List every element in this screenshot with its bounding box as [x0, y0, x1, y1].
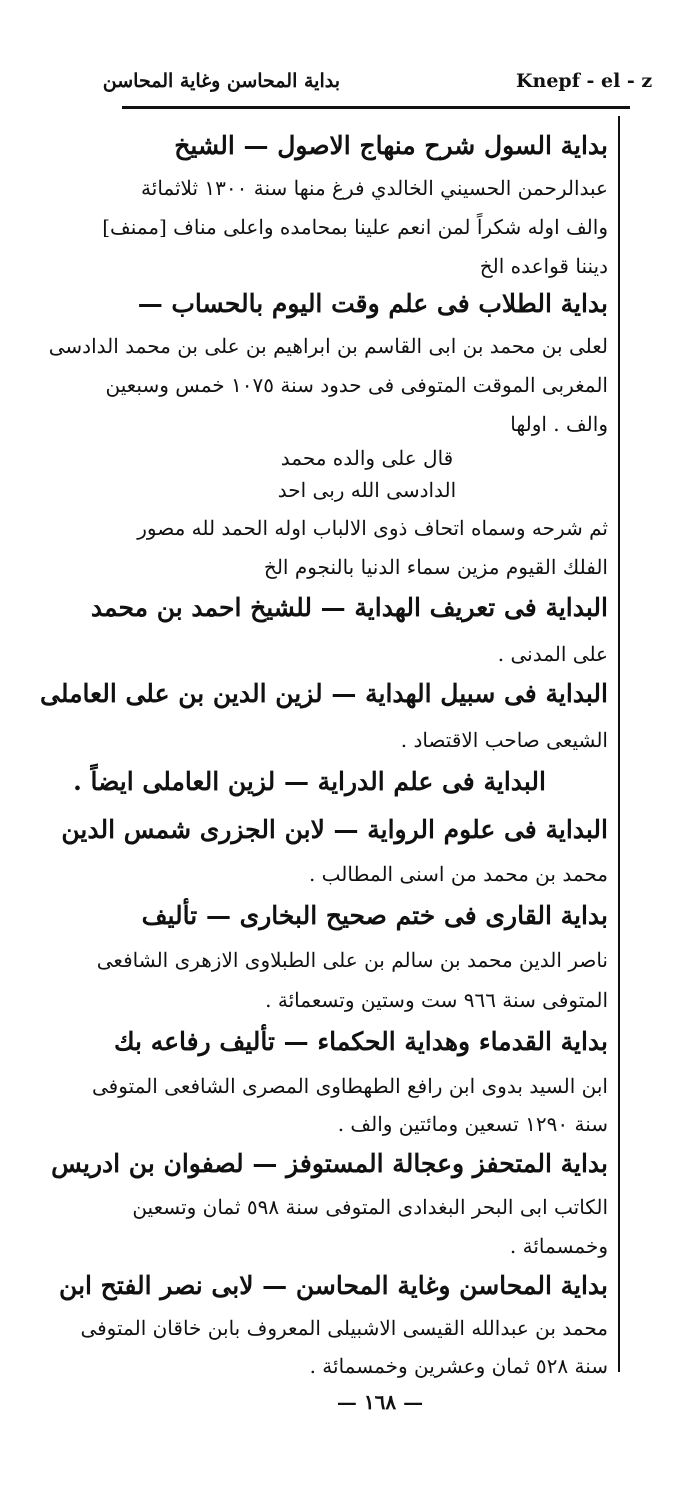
body-line: وخمسمائة . — [509, 1234, 608, 1258]
body-line: على المدنى . — [497, 642, 608, 666]
body-line: الكاتب ابى البحر البغدادى المتوفى سنة ٥٩٨ ثمان وتسعين — [132, 1195, 608, 1219]
entry-title-line: البداية فى سبيل الهداية — لزين الدين بن على العاملى — [40, 679, 608, 708]
body-line: ناصر الدين محمد بن سالم بن على الطبلاوى الازهرى الشافعى — [96, 948, 608, 972]
catalog-code: Knepf - el - z — [516, 70, 653, 92]
header-rule — [122, 106, 630, 109]
verse-line: الدادسى الله ربى احد — [277, 478, 457, 502]
body-line: المتوفى سنة ٩٦٦ ست وستين وتسعمائة . — [265, 988, 608, 1012]
body-line: ثم شرحه وسماه اتحاف ذوى الالباب اوله الحمد لله مصور — [137, 516, 608, 540]
body-line: والف . اولها — [510, 412, 608, 436]
entry-title-line: البداية فى علم الدراية — لزين العاملى ايضاً . — [73, 767, 546, 796]
margin-rule — [618, 116, 620, 1372]
body-line: والف اوله شكراً لمن انعم علينا بمحامده واعلى مناف [ممنف] — [102, 215, 608, 239]
body-line: المغربى الموقت المتوفى فى حدود سنة ١٠٧٥ خمس وسبعين — [105, 373, 608, 397]
entry-title-line: بداية المتحفز وعجالة المستوفز — لصفوان بن ادريس — [51, 1149, 608, 1178]
entry-title-line: البداية فى علوم الرواية — لابن الجزرى شمس الدين — [61, 815, 608, 844]
entry-title-line: البداية فى تعريف الهداية — للشيخ احمد بن محمد — [90, 593, 608, 622]
body-line: سنة ٥٢٨ ثمان وعشرين وخمسمائة . — [309, 1354, 608, 1378]
body-line: الفلك القيوم مزين سماء الدنيا بالنجوم الخ — [263, 555, 608, 579]
body-line: ابن السيد بدوى ابن رافع الطهطاوى المصرى الشافعى المتوفى — [92, 1074, 608, 1098]
entry-title-line: بداية السول شرح منهاج الاصول — الشيخ — [174, 131, 608, 160]
body-line: محمد بن محمد من اسنى المطالب . — [308, 862, 608, 886]
body-line: محمد بن عبدالله القيسى الاشبيلى المعروف بابن خاقان المتوفى — [80, 1316, 608, 1340]
verse-line: قال على والده محمد — [280, 446, 454, 470]
body-line: الشيعى صاحب الاقتصاد . — [400, 728, 608, 752]
body-line: ديننا قواعده الخ — [479, 254, 608, 278]
entry-title-line: بداية المحاسن وغاية المحاسن — لابى نصر الفتح ابن — [59, 1271, 608, 1300]
entry-title-line: بداية القارى فى ختم صحيح البخارى — تأليف — [141, 901, 608, 930]
body-line: لعلى بن محمد بن ابى القاسم بن ابراهيم بن على بن محمد الدادسى — [48, 334, 608, 358]
running-title: بداية المحاسن وغاية المحاسن — [102, 70, 340, 92]
body-line: سنة ١٢٩٠ تسعين ومائتين والف . — [337, 1112, 608, 1136]
page-number: — ١٦٨ — — [336, 1390, 424, 1414]
entry-title-line: بداية الطلاب فى علم وقت اليوم بالحساب — — [137, 289, 608, 318]
entry-title-line: بداية القدماء وهداية الحكماء — تأليف رفاعه بك — [113, 1027, 608, 1056]
body-line: عبدالرحمن الحسيني الخالدي فرغ منها سنة ١٣٠٠ ثلاثمائة — [141, 176, 608, 200]
